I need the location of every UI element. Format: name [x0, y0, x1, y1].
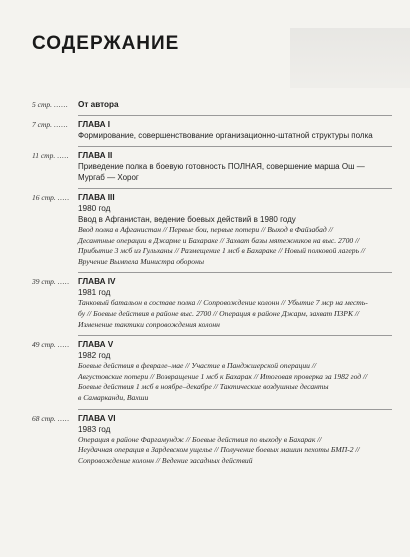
- page-number: 11 стр.: [32, 151, 56, 160]
- leader-dots: .....: [57, 193, 70, 202]
- page-reference: [32, 150, 78, 183]
- subtopic-line: Боевые действия в феврале–мае // Участие в Панджшерской операции //: [78, 361, 317, 371]
- toc-entry[interactable]: [32, 147, 392, 188]
- leader-dots: .....: [57, 340, 70, 350]
- leader-dots: ......: [53, 100, 69, 109]
- chapter-year: 1981 год: [78, 288, 111, 298]
- chapter-topic: Приведение полка в боевую готовность ПОЛНАЯ, совершение марша Ош — Мургаб — Хорог: [78, 162, 365, 182]
- subtopic-line: Боевые действия 1 мсб в ноябре–декабре // Тактические воздушные десанты: [78, 382, 329, 392]
- subtopic-line: Сопровождение колонн // Ведение засадных действий: [78, 455, 253, 465]
- toc-entry[interactable]: [32, 189, 392, 272]
- page-number: 7 стр.: [32, 120, 52, 129]
- toc-entry[interactable]: [32, 96, 392, 115]
- page-reference: [32, 99, 78, 110]
- page-reference: [32, 276, 78, 330]
- chapter-label: ГЛАВА III: [78, 193, 115, 202]
- bleed-through-band: [290, 28, 410, 88]
- leader-dots: .....: [57, 277, 70, 287]
- subtopic-line: Вручение Вымпела Министра обороны: [78, 256, 204, 266]
- subtopic-line: Ввод полка в Афганистан // Первые бои, первые потери // Выход в Файзабад //: [78, 225, 333, 234]
- page-number: 68 стр.: [32, 413, 56, 423]
- page-title: СОДЕРЖАНИЕ: [32, 33, 180, 54]
- leader-dots: ......: [53, 120, 69, 129]
- chapter-year: 1980 год: [78, 204, 111, 213]
- subtopic-line: Прибытие 3 мсб из Гульханы // Размещение 1 мсб в Бахараке // Новый полковой лагерь //: [78, 246, 366, 256]
- page-number: 39 стр.: [32, 277, 56, 287]
- page-reference: [32, 339, 78, 403]
- subtopic-line: Десантные операции в Джарме и Бахараке // Захват базы мятежников на выс. 2700 //: [78, 235, 360, 245]
- chapter-label: ГЛАВА I: [78, 120, 111, 129]
- subtopic-line: бу // Боевые действия в районе выс. 2700 // Операция в районе Джарм, захват ПЗРК //: [78, 308, 360, 318]
- page-reference: [32, 119, 78, 141]
- chapter-year: 1982 год: [78, 351, 111, 361]
- chapter-label: ГЛАВА II: [78, 151, 113, 160]
- chapter-label: ГЛАВА V: [78, 340, 114, 350]
- subtopic-line: Неудачная операция в Зардевском ущелье // Получение боевых машин пехоты БМП-2 //: [78, 445, 360, 455]
- page-number: 49 стр.: [32, 340, 56, 350]
- toc-entry[interactable]: [32, 336, 392, 408]
- entry-title: От автора: [78, 100, 119, 109]
- subtopic-line: в Самарканди, Вахши: [78, 392, 149, 402]
- toc-entry[interactable]: [32, 273, 392, 335]
- subtopic-line: Изменение тактики сопровождения колонн: [78, 319, 220, 329]
- chapter-year: 1983 год: [78, 424, 111, 434]
- page-reference: [32, 413, 78, 467]
- chapter-topic: Формирование, совершенствование организационно-штатной структуры полка: [78, 131, 373, 140]
- page-reference: [32, 192, 78, 267]
- leader-dots: .....: [57, 151, 69, 160]
- table-of-contents: [32, 96, 392, 471]
- subtopic-line: Операция в районе Фаргамундж // Боевые действия по выходу в Бахарак //: [78, 434, 322, 444]
- toc-entry[interactable]: [32, 410, 392, 472]
- leader-dots: .....: [57, 413, 70, 423]
- toc-entry[interactable]: [32, 116, 392, 146]
- chapter-topic: Ввод в Афганистан, ведение боевых действий в 1980 году: [78, 215, 296, 224]
- subtopic-line: Августовские потери // Возвращение 1 мсб к Бахарак // Итоговая проверка за 1982 год //: [78, 371, 368, 381]
- chapter-label: ГЛАВА VI: [78, 413, 116, 423]
- chapter-label: ГЛАВА IV: [78, 277, 116, 287]
- page-number: 5 стр.: [32, 100, 52, 109]
- subtopic-line: Танковый батальон в составе полка // Сопровождение колонн // Убытие 7 мср на месть-: [78, 298, 368, 308]
- page-number: 16 стр.: [32, 193, 56, 202]
